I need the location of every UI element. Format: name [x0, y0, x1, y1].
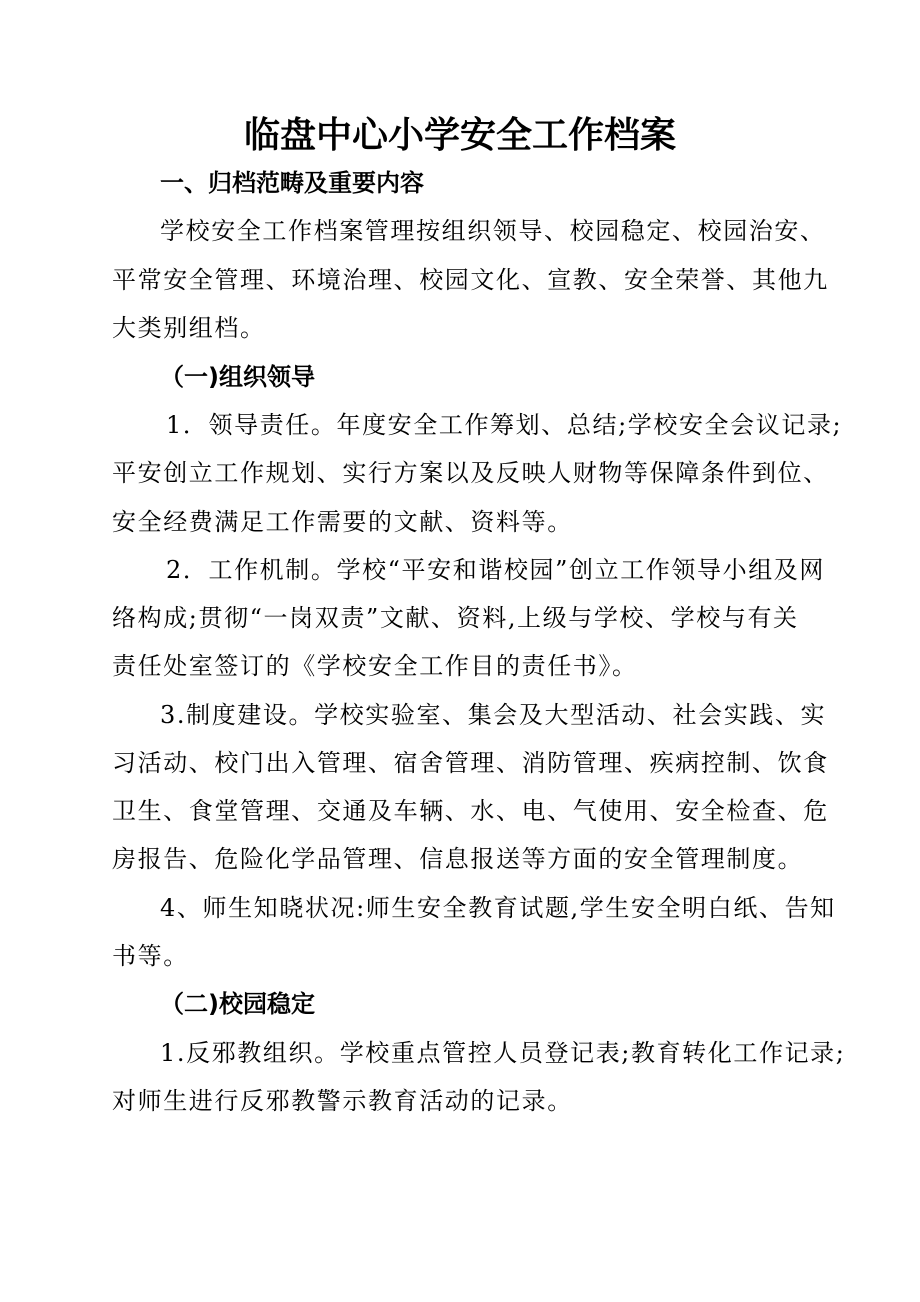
section-heading-archive-scope: 一、归档范畴及重要内容 [160, 169, 424, 197]
paragraph-line: 平安创立工作规划、实行方案以及反映人财物等保障条件到位、 [112, 459, 829, 487]
paragraph-line: 房报告、危险化学品管理、信息报送等方面的安全管理制度。 [112, 845, 804, 873]
paragraph-line: 对师生进行反邪教警示教育活动的记录。 [112, 1087, 573, 1115]
paragraph-line: 责任处室签订的《学校安全工作目的责任书》。 [112, 652, 638, 680]
paragraph-line: 书等。 [112, 942, 189, 970]
subsection-heading-campus-stability: （二)校园稳定 [160, 990, 315, 1018]
paragraph-line: 学校安全工作档案管理按组织领导、校园稳定、校园治安、 [160, 217, 826, 245]
paragraph-line: 4、师生知晓状况:师生安全教育试题,学生安全明白纸、告知 [160, 894, 836, 922]
paragraph-line: 1.反邪教组织。学校重点管控人员登记表;教育转化工作记录; [160, 1039, 846, 1067]
paragraph-line: 1．领导责任。年度安全工作筹划、总结;学校安全会议记录; [166, 411, 843, 439]
paragraph-line: 卫生、食堂管理、交通及车辆、水、电、气使用、安全检查、危 [112, 797, 829, 825]
paragraph-line: 大类别组档。 [112, 314, 266, 342]
paragraph-line: 习活动、校门出入管理、宿舍管理、消防管理、疾病控制、饮食 [112, 749, 829, 777]
paragraph-line: 络构成;贯彻“一岗双责”文献、资料,上级与学校、学校与有关 [112, 604, 799, 632]
paragraph-line: 平常安全管理、环境治理、校园文化、宣教、安全荣誉、其他九 [112, 266, 829, 294]
paragraph-line: 3.制度建设。学校实验室、集会及大型活动、社会实践、实 [160, 701, 827, 729]
subsection-heading-organization-leadership: （一)组织领导 [160, 363, 315, 391]
paragraph-line: 2．工作机制。学校“平安和谐校园”创立工作领导小组及网 [166, 556, 826, 584]
document-title: 临盘中心小学安全工作档案 [243, 115, 676, 156]
paragraph-line: 安全经费满足工作需要的文献、资料等。 [112, 508, 573, 536]
